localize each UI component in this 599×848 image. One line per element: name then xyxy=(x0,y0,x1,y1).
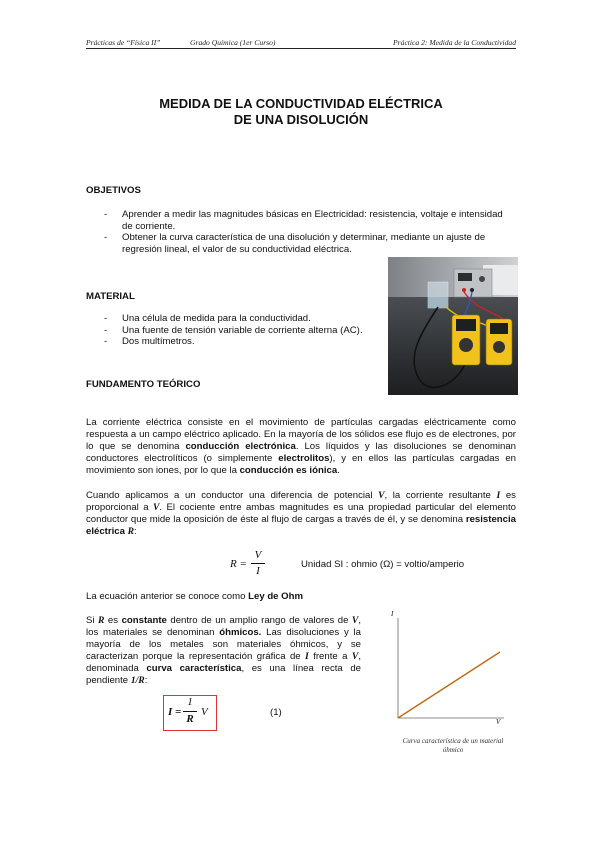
term-curva-caracteristica: curva característica xyxy=(146,663,242,674)
symbol-v: V xyxy=(351,615,359,626)
header-left: Prácticas de “Física II” xyxy=(86,38,161,47)
graph-x-label: V xyxy=(496,718,501,726)
formula-lhs: R = xyxy=(230,558,247,570)
list-item: - Una fuente de tensión variable de corriente alterna (AC). xyxy=(104,325,374,337)
text-run: . El cociente entre ambas magnitudes es una propiedad particular del elemento conductor que mide la oposición de éste al flujo de cargas a través de él, y se denomina xyxy=(86,502,516,525)
list-item: - Una célula de medida para la conductividad. xyxy=(104,313,374,325)
equation-lhs: I = xyxy=(168,706,182,718)
text-run: . xyxy=(337,465,340,476)
text-run: Si xyxy=(86,615,99,626)
text-run: La ecuación anterior se conoce como xyxy=(86,591,249,602)
text-run: La corriente eléctrica consiste en el movimiento de partículas cargadas eléctricamente como respuesta a un campo eléctrico aplicado. En la mayoría de los sólidos ese flujo es de electrones, por lo que se denomina xyxy=(86,417,516,452)
title-line-2: DE UNA DISOLUCIÓN xyxy=(233,112,369,127)
term-conduccion-ionica: conducción es iónica xyxy=(239,465,338,476)
text-run: Cuando aplicamos a un conductor una diferencia de potencial xyxy=(86,490,379,501)
graph-caption: Curva característica de un material óhmico xyxy=(402,737,504,754)
lab-photo-illustration xyxy=(388,257,518,395)
text-run: es proporcional a xyxy=(86,490,516,513)
term-ley-de-ohm: Ley de Ohm xyxy=(248,591,304,602)
formula-resistance xyxy=(230,550,290,580)
list-item: - Dos multímetros. xyxy=(104,336,374,348)
material-list xyxy=(104,313,374,348)
symbol-v: V xyxy=(153,502,160,513)
header-rule xyxy=(86,48,516,49)
symbol-slope: 1/R xyxy=(130,675,145,686)
text-run: frente a xyxy=(308,651,352,662)
header-right: Práctica 2: Medida de la Conductividad xyxy=(393,38,516,47)
paragraph-ley-ohm xyxy=(86,591,516,603)
text-run: es xyxy=(104,615,122,626)
term-electrolitos: electrolitos xyxy=(278,453,330,464)
paragraph-ohmicos xyxy=(86,615,361,687)
characteristic-curve-graph xyxy=(388,610,512,726)
symbol-v: V xyxy=(378,490,385,501)
list-item: - Obtener la curva característica de una disolución y determinar, mediante un ajuste de regresión lineal, el valor de su conductividad eléctrica. xyxy=(104,232,516,255)
text-run: , los materiales se denominan xyxy=(86,615,361,638)
text-run: dentro de un amplio rango de valores de xyxy=(166,615,352,626)
term-ohmicos: óhmicos. xyxy=(219,627,262,638)
symbol-r: R xyxy=(98,615,105,626)
equation-denominator: R xyxy=(186,713,194,725)
header-center: Grado Química (1er Curso) xyxy=(190,38,276,47)
paragraph-resistencia xyxy=(86,490,516,538)
formula-numerator: V xyxy=(254,549,262,561)
text-run: . Los líquidos y las disoluciones se denominan conductores electrolíticos (o simplemente xyxy=(86,441,516,464)
symbol-v: V xyxy=(351,651,359,662)
equation-numerator: 1 xyxy=(187,696,193,708)
symbol-i: I xyxy=(496,490,501,501)
text-run: , la corriente resultante xyxy=(384,490,497,501)
symbol-i: I xyxy=(305,651,309,662)
symbol-r: R xyxy=(127,526,135,537)
text-run: , denominada xyxy=(86,651,361,674)
paragraph-conduccion xyxy=(86,417,516,477)
equation-ohm-box xyxy=(163,695,217,731)
graph-y-label: I xyxy=(391,610,394,618)
text-run: Las disoluciones y la mayoría de los metales son materiales óhmicos, y se caracterizan porque la representación gráfica de xyxy=(86,627,361,662)
term-constante: constante xyxy=(121,615,167,626)
graph-svg xyxy=(388,614,512,726)
term-resistencia-electrica: resistencia eléctrica xyxy=(86,514,516,537)
graph-characteristic-line xyxy=(398,652,500,718)
term-conduccion-electronica: conducción electrónica xyxy=(185,441,296,452)
page-title xyxy=(86,96,516,128)
objetivos-heading: OBJETIVOS xyxy=(86,185,141,196)
fundamento-heading: FUNDAMENTO TEÓRICO xyxy=(86,379,201,390)
fraction-bar xyxy=(251,563,265,564)
list-item: - Aprender a medir las magnitudes básicas en Electricidad: resistencia, voltaje e intensidad de corriente. xyxy=(104,209,516,232)
equation-number: (1) xyxy=(270,707,282,718)
text-run: : xyxy=(134,526,137,537)
text-run: ), y en ellos las partículas cargadas en movimiento son iones, por lo que la xyxy=(86,453,516,476)
text-run: : xyxy=(144,675,148,686)
material-heading: MATERIAL xyxy=(86,291,135,302)
text-run: , es una línea recta de pendiente xyxy=(86,663,362,686)
equation-v: V xyxy=(201,706,208,718)
fraction-bar xyxy=(183,711,197,712)
lab-photo xyxy=(388,257,518,395)
title-line-1: MEDIDA DE LA CONDUCTIVIDAD ELÉCTRICA xyxy=(159,96,443,111)
objetivos-list xyxy=(104,209,516,255)
formula-denominator: I xyxy=(256,565,260,577)
unit-si-text: Unidad SI : ohmio (Ω) = voltio/amperio xyxy=(301,559,465,570)
